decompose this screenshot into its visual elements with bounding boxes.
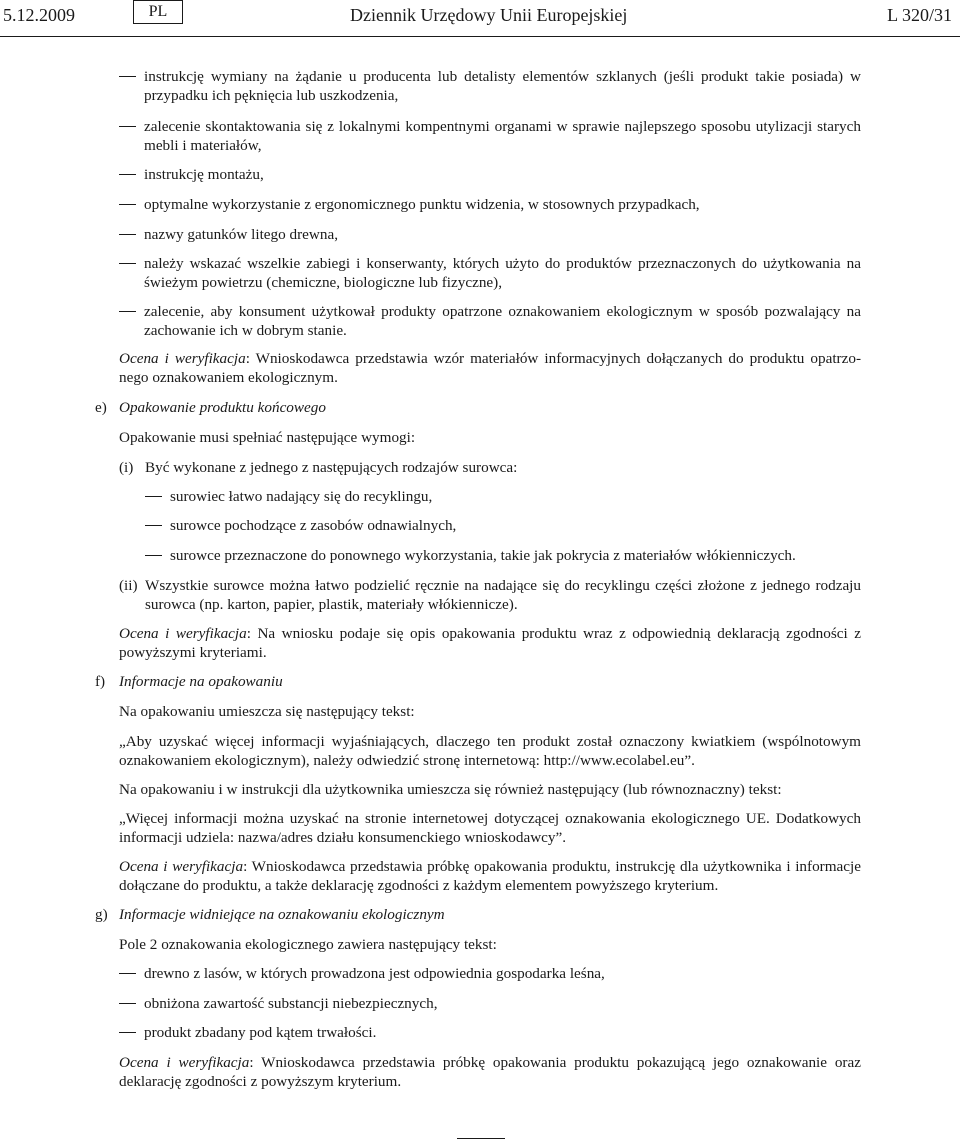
section-f-marker: f) [95, 673, 106, 690]
section-f-title: Informacje na opakowaniu [119, 673, 283, 690]
subitem-ii-marker: (ii) [119, 577, 138, 594]
section-f-paragraph: Na opakowaniu umieszcza się następujący tekst: [119, 703, 415, 720]
verification-label: Ocena i weryfikacja [119, 1054, 250, 1071]
list-item: instrukcję montażu, [119, 165, 861, 184]
quoted-text: „Aby uzyskać więcej informacji wyjaśniających, dlaczego ten produkt został oznaczony kwiatkiem (wspólnotowym oznakowaniem ekologicznym), należy odwiedzić stronę internetową: http://www.ecolabel.eu”. [119, 733, 861, 769]
language-badge: PL [133, 0, 183, 24]
list-item: obniżona zawartość substancji niebezpiecznych, [119, 994, 861, 1013]
verification-label: Ocena i weryfikacja [119, 625, 247, 642]
end-rule [457, 1138, 505, 1139]
list-item: produkt zbadany pod kątem trwałości. [119, 1023, 861, 1042]
list-item: surowce przeznaczone do ponownego wykorzystania, takie jak pokrycia z materiałów włókienniczych. [145, 546, 861, 565]
subitem-i-marker: (i) [119, 459, 134, 476]
list-item: surowce pochodzące z zasobów odnawialnych, [145, 516, 861, 535]
subitem-ii-text: Wszystkie surowce można łatwo podzielić ręcznie na nadające się do recyklingu części złożone z jednego rodzaju surowca (np. karton, papier, plastik, materiały włókiennicze). [145, 577, 861, 613]
verification-paragraph: Ocena i weryfikacja: Wnioskodawca przedstawia próbkę opakowania produktu, instrukcję dla użytkownika i informacje dołączane do produktu, a także deklarację zgodności z każdym elementem powyższego kryterium. [119, 858, 861, 894]
section-f-paragraph: Na opakowaniu i w instrukcji dla użytkownika umieszcza się również następujący (lub równoznaczny) tekst: [119, 781, 782, 798]
list-item: drewno z lasów, w których prowadzona jest odpowiednia gospodarka leśna, [119, 964, 861, 983]
header-rule [0, 36, 960, 37]
verification-label: Ocena i weryfikacja [119, 858, 244, 875]
publication-date: 5.12.2009 [3, 5, 75, 25]
verification-label: Ocena i weryfikacja [119, 350, 246, 367]
list-item: zalecenie skontaktowania się z lokalnymi kompentnymi organami w sprawie najlepszego sposobu utylizacji starych mebli i materiałów, [119, 117, 861, 155]
section-g-intro: Pole 2 oznakowania ekologicznego zawiera następujący tekst: [119, 936, 497, 953]
list-item: optymalne wykorzystanie z ergonomicznego punktu widzenia, w stosownych przypadkach, [119, 195, 861, 214]
quoted-text: „Więcej informacji można uzyskać na stronie internetowej dotyczącej oznakowania ekologicznego UE. Dodatkowych informacji udziela: nazwa/adres działu konsumenckiego wnioskodawcy”. [119, 810, 861, 846]
page-reference: L 320/31 [887, 5, 952, 25]
section-g-marker: g) [95, 906, 108, 923]
subitem-i-text: Być wykonane z jednego z następujących rodzajów surowca: [145, 459, 518, 476]
list-item: surowiec łatwo nadający się do recyklingu, [145, 487, 861, 506]
section-e-intro: Opakowanie musi spełniać następujące wymogi: [119, 429, 416, 446]
list-item: należy wskazać wszelkie zabiegi i konserwanty, których użyto do produktów przeznaczonych do użytkowania na świeżym powietrzu (chemiczne, biologiczne lub fizyczne), [119, 254, 861, 292]
section-e-title: Opakowanie produktu końcowego [119, 399, 326, 416]
section-e-marker: e) [95, 399, 107, 416]
verification-paragraph: Ocena i weryfikacja: Na wniosku podaje się opis opakowania produktu wraz z odpowiednią deklaracją zgodności z powyższymi kryteriami. [119, 625, 861, 661]
list-item: zalecenie, aby konsument użytkował produkty opatrzone oznakowaniem ekologicznym w sposób pozwalający na zachowanie ich w dobrym stanie. [119, 302, 861, 340]
section-g-title: Informacje widniejące na oznakowaniu ekologicznym [119, 906, 445, 923]
verification-paragraph: Ocena i weryfikacja: Wnioskodawca przedstawia wzór materiałów informacyjnych dołączanych do produktu opatrzonego oznakowaniem ekologicznym. [119, 350, 861, 386]
list-item: instrukcję wymiany na żądanie u producenta lub detalisty elementów szklanych (jeśli produkt takie posiada) w przypadku ich pęknięcia lub uszkodzenia, [119, 67, 861, 105]
journal-title: Dziennik Urzędowy Unii Europejskiej [350, 5, 628, 25]
verification-paragraph: Ocena i weryfikacja: Wnioskodawca przedstawia próbkę opakowania produktu pokazującą jego oznakowanie oraz deklarację zgodności z powyższym kryterium. [119, 1054, 861, 1090]
list-item: nazwy gatunków litego drewna, [119, 225, 861, 244]
